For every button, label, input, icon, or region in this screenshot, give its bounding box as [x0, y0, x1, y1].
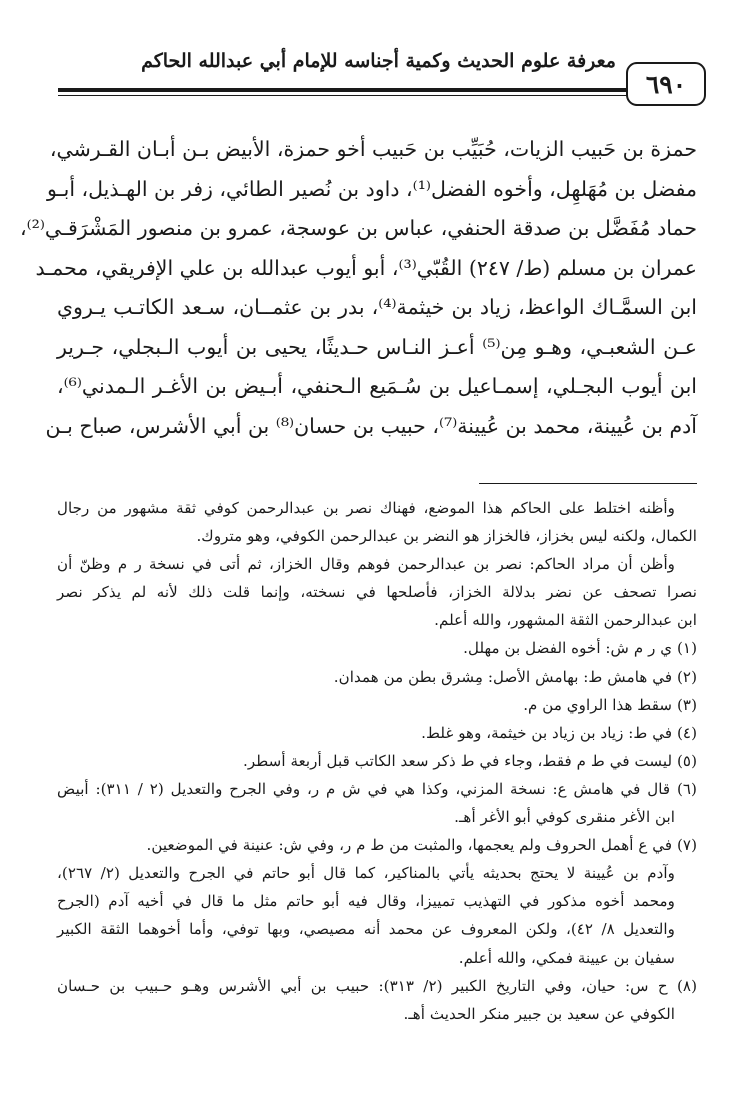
main-line: عمران بن مسلم (ط/ ٢٤٧) القُبّي⁽³⁾، أبو أيوب عبدالله بن علي الإفريقي، محمـد [35, 255, 697, 280]
footnote-line: ابن عبدالرحمن الثقة المشهور، والله أعلم. [434, 611, 697, 630]
running-title: معرفة علوم الحديث وكمية أجناسه للإمام أبي عبدالله الحاكم [141, 50, 616, 72]
footnotes [57, 494, 697, 1028]
main-line: حماد مُفَضَّل بن صدقة الحنفي، عباس بن عوسجة، عمرو بن منصور المَشْرَقـي⁽²⁾، [19, 216, 697, 240]
footnote-line: والتعديل ٨/ ٤٢)، ولكن المعروف عن محمد أنه مصيصي، وبها توفي، وأما أخوهما الثقة الكبير [57, 920, 675, 939]
footnote-line: ومحمد أخوه مذكور في التهذيب تمييزا، وقال فيه أبو حاتم مثل ما قال في أخيه آدم (الجرح [57, 892, 675, 911]
main-line: مفضل بن مُهَلهِل، وأخوه الفضل⁽¹⁾، داود بن نُصير الطائي، زفر بن الهـذيل، أبـو [47, 176, 697, 201]
main-line: حمزة بن حَبيب الزيات، حُبَيِّب بن حَبيب أخو حمزة، الأبيض بـن أبـان القـرشي، [49, 137, 697, 161]
main-line: آدم بن عُيينة، محمد بن عُيينة⁽⁷⁾، حبيب بن حسان⁽⁸⁾ بن أبي الأشرس، صباح بـن [45, 413, 697, 438]
footnote-line: (٥) ليست في ط م فقط، وجاء في ط ذكر سعد الكاتب قبل أربعة أسطر. [243, 751, 697, 770]
footnote-line: (٨) ح س: حيان، وفي التاريخ الكبير (٢/ ٣١٣): حبيب بن أبي الأشرس وهـو حـبيب بن حـسان [57, 976, 697, 995]
main-line: ابن أيوب البجـلي، إسمـاعيل بن سُـمَيع الـحنفي، أبـيض بن الأغـر الـمدني⁽⁶⁾، [57, 374, 697, 398]
main-text [19, 130, 697, 446]
footnote-line: (٤) في ط: زياد بن زياد بن خيثمة، وهو غلط. [421, 723, 697, 742]
footnote-line: الكوفي عن سعيد بن جبير منكر الحديث أهـ. [403, 1004, 675, 1023]
footnote-line: (٣) سقط هذا الراوي من م. [523, 695, 697, 714]
main-line: عـن الشعبـي، وهـو مِن⁽⁵⁾ أعـز النـاس حـديثًا، يحيى بن أيوب الـبجلي، جـرير [57, 334, 697, 359]
footnote-line: (٢) في هامش ط: بهامش الأصل: مِشرق بطن من همدان. [333, 667, 697, 686]
page-number-badge: ٦٩٠ [626, 62, 706, 106]
footnote-line: ابن الأغر منقرى كوفي أبو الأغر أهـ. [454, 808, 675, 827]
header-rule-thin [58, 95, 636, 96]
footnote-line: (١) ي ر م ش: أخوه الفضل بن مهلل. [463, 639, 697, 658]
footnote-line: سفيان بن عيينة فمكي، والله أعلم. [458, 948, 675, 967]
main-line: ابن السمَّـاك الواعظ، زياد بن خيثمة⁽⁴⁾، بدر بن عثمــان، سـعد الكاتـب يـروي [57, 295, 697, 319]
footnote-line: (٦) قال في هامش ع: نسخة المزني، وكذا هي في ش م ر، وفي الجرح والتعديل (٢ / ٣١١): أبيض [57, 779, 697, 798]
footnote-line: الكمال، ولكنه ليس بخزاز، فالخزاز هو النضر بن عبدالرحمن الكوفي، وهو متروك. [196, 527, 697, 546]
footnote-line: نصرا تصحف عن نضر بدلالة الخزاز، فأصلحها في نسخته، وإنما قلت ذلك لأنه لم يذكر نصر [57, 583, 697, 602]
footnote-separator [479, 483, 697, 484]
page-header [58, 40, 706, 110]
footnote-line: (٧) في ع أهمل الحروف ولم يعجمها، والمثبت من ط م ر، وفي ش: عنينة في الموضعين. [146, 836, 697, 855]
footnote-line: وأظنه اختلط على الحاكم هذا الموضع، فهناك نصر بن عبدالرحمن كوفي ثقة مشهور من رجال [57, 499, 675, 517]
header-rule-thick [58, 88, 636, 92]
footnote-line: وآدم بن عُيينة لا يحتج بحديثه يأتي بالمناكير، كما قال أبو حاتم في الجرح والتعديل (٢/ ٢٦٧)، [57, 864, 675, 883]
footnote-line: وأظن أن مراد الحاكم: نصر بن عبدالرحمن فوهم وقال الخزاز، ثم أتى في نسخة ر م وظنّ أن [57, 555, 675, 574]
